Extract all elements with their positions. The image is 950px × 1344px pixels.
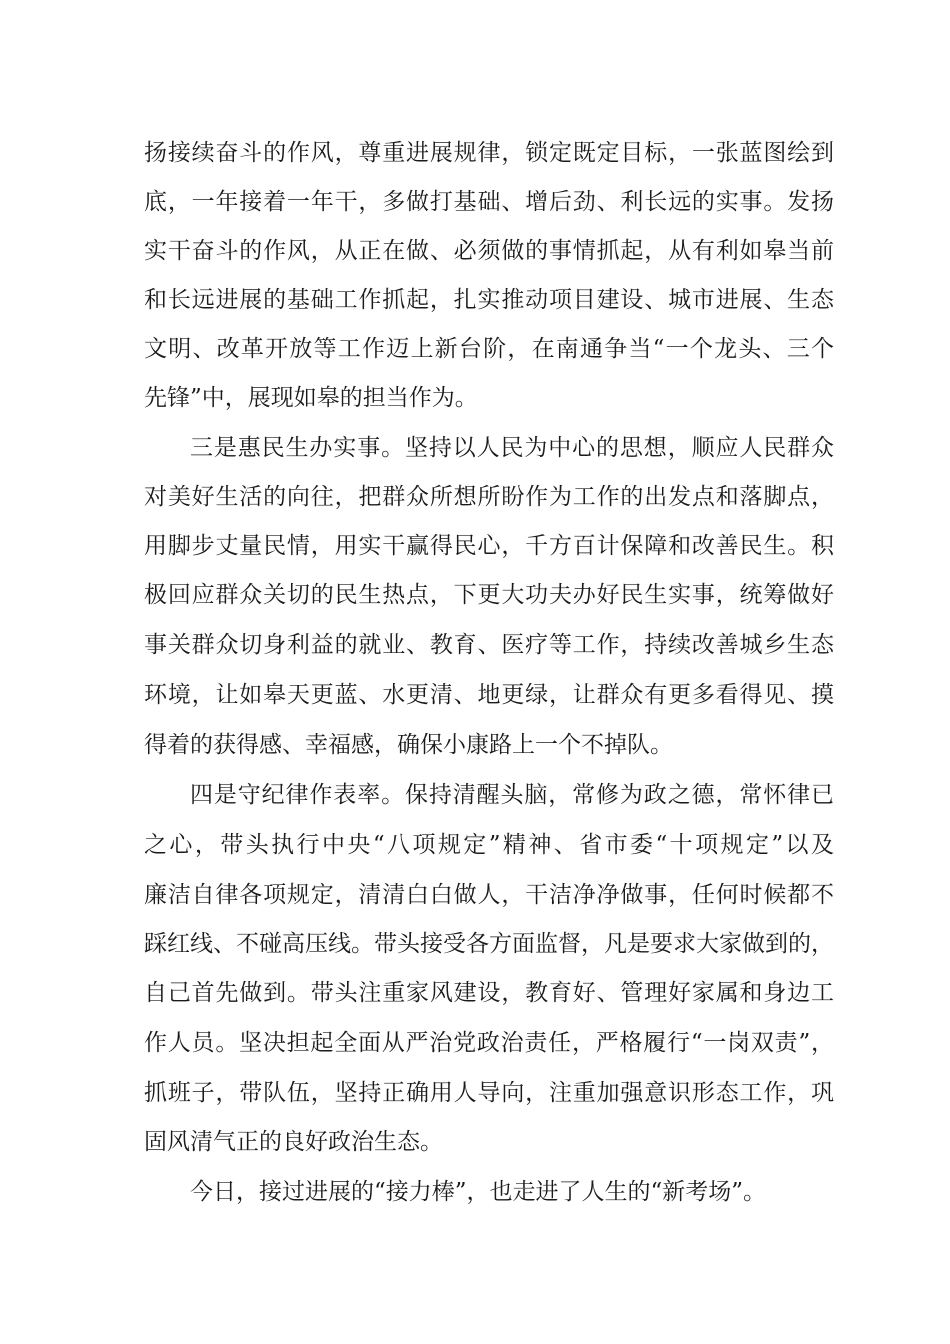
text-line: 底，一年接着一年干，多做打基础、增后劲、利长远的实事。发扬	[144, 189, 834, 215]
text-line: 固风清气正的良好政治生态。	[144, 1129, 443, 1155]
text-line: 和长远进展的基础工作抓起，扎实推动项目建设、城市进展、生态	[144, 287, 834, 313]
text-line: 先锋”中，展现如皋的担当作为。	[144, 385, 478, 411]
text-line: 文明、改革开放等工作迈上新台阶，在南通争当“一个龙头、三个	[144, 336, 834, 362]
paragraph-start-line: 四是守纪律作表率。保持清醒头脑，常修为政之德，常怀律已	[190, 782, 834, 808]
paragraph-start-line: 今日，接过进展的“接力棒”，也走进了人生的“新考场”。	[190, 1179, 767, 1205]
text-line: 之心，带头执行中央“八项规定”精神、省市委“十项规定”以及	[144, 832, 834, 858]
text-line: 扬接续奋斗的作风，尊重进展规律，锁定既定目标，一张蓝图绘到	[144, 140, 834, 166]
text-line: 廉洁自律各项规定，清清白白做人，干洁净净做事，任何时候都不	[144, 882, 834, 908]
paragraph-start-line: 三是惠民生办实事。坚持以人民为中心的思想，顺应人民群众	[190, 435, 834, 461]
text-line: 事关群众切身利益的就业、教育、医疗等工作，持续改善城乡生态	[144, 632, 834, 658]
text-line: 抓班子，带队伍，坚持正确用人导向，注重加强意识形态工作，巩	[144, 1080, 834, 1106]
text-line: 踩红线、不碰高压线。带头接受各方面监督，凡是要求大家做到的，	[144, 931, 834, 957]
text-line: 实干奋斗的作风，从正在做、必须做的事情抓起，从有利如皋当前	[144, 238, 834, 264]
text-line: 极回应群众关切的民生热点，下更大功夫办好民生实事，统筹做好	[144, 582, 834, 608]
text-line: 作人员。坚决担起全面从严治党政治责任，严格履行“一岗双责”，	[144, 1030, 834, 1056]
text-line: 得着的获得感、幸福感，确保小康路上一个不掉队。	[144, 732, 673, 758]
text-line: 用脚步丈量民情，用实干赢得民心，千方百计保障和改善民生。积	[144, 533, 834, 559]
text-line: 自己首先做到。带头注重家风建设，教育好、管理好家属和身边工	[144, 980, 834, 1006]
text-line: 对美好生活的向往，把群众所想所盼作为工作的出发点和落脚点，	[144, 484, 834, 510]
text-line: 环境，让如皋天更蓝、水更清、地更绿，让群众有更多看得见、摸	[144, 682, 834, 708]
